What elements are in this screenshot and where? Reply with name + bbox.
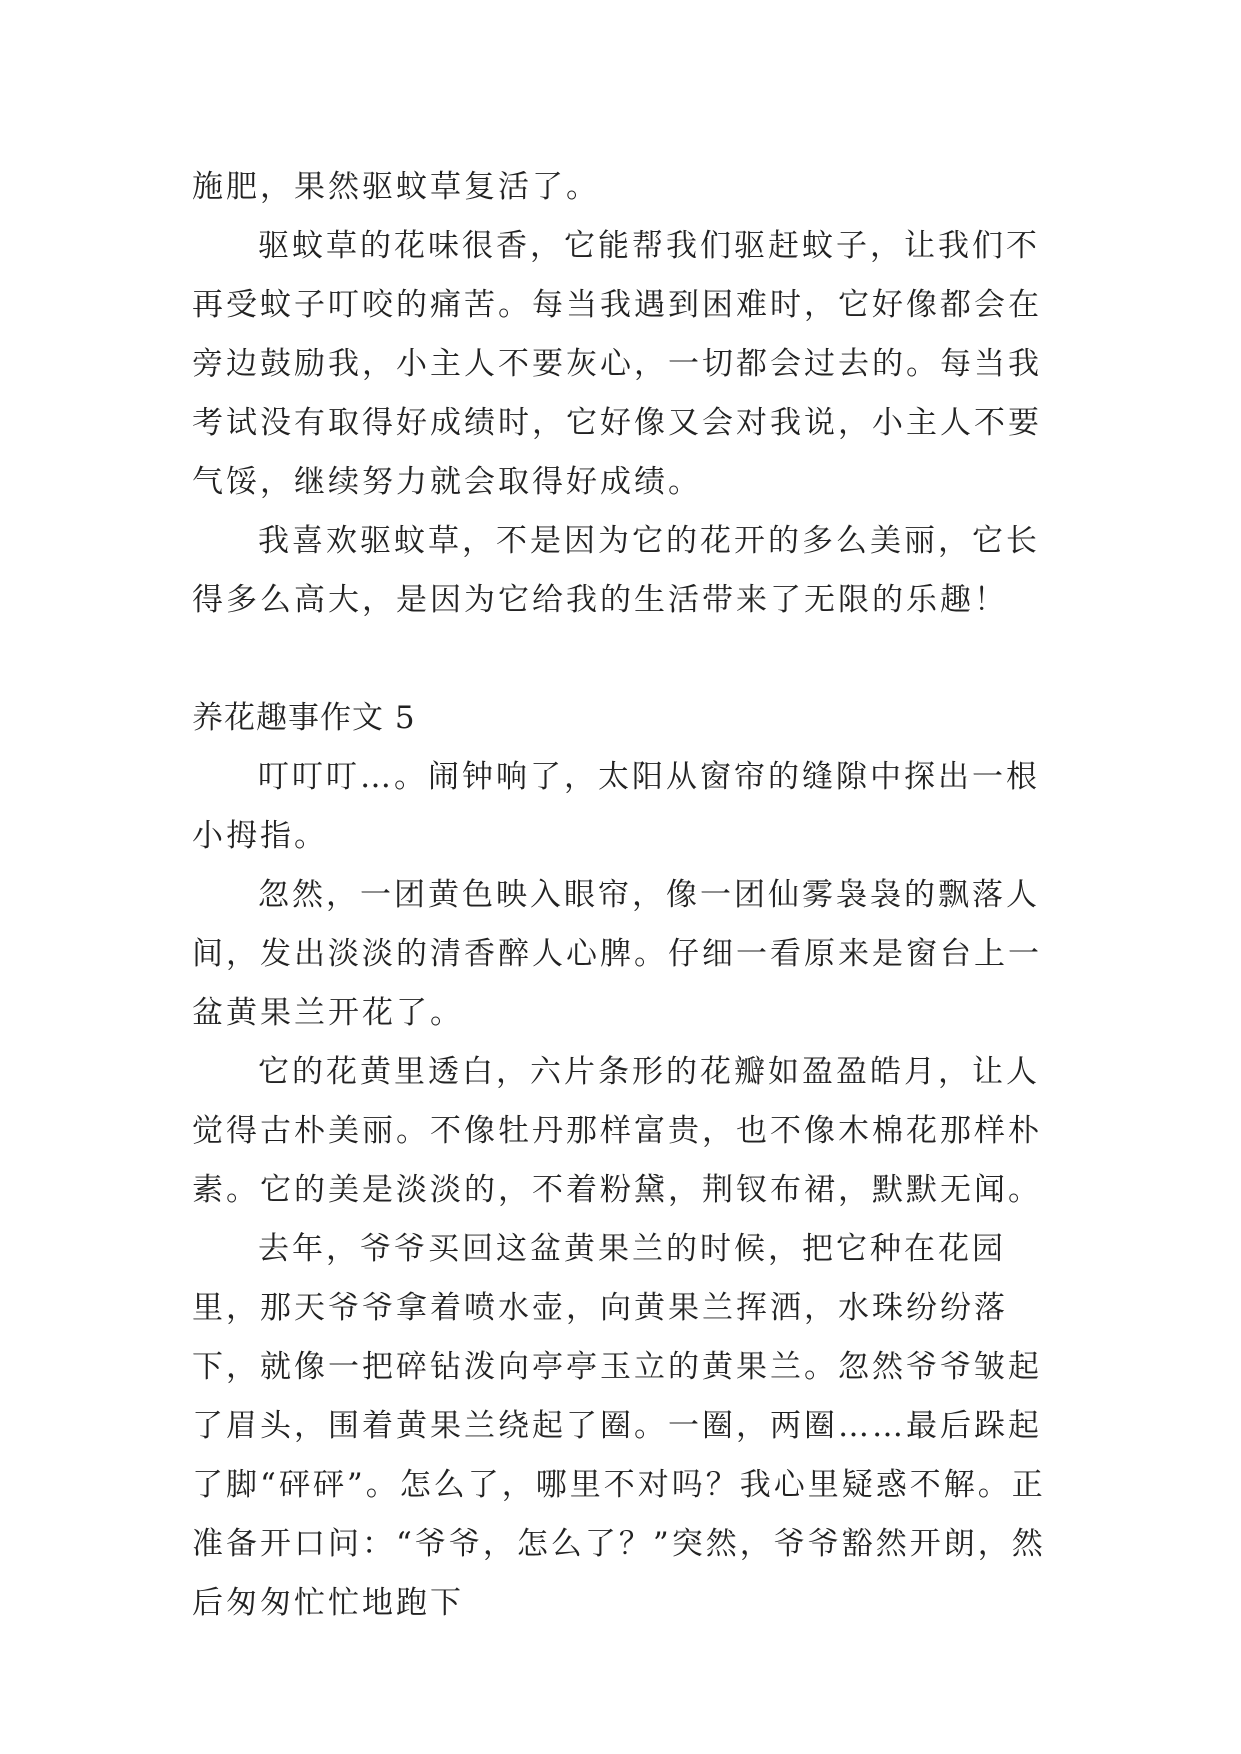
essay-title: 养花趣事作文 5 (192, 700, 416, 736)
document-body (192, 158, 1072, 1633)
paragraph: 驱蚊草的花味很香，它能帮我们驱赶蚊子，让我们不再受蚊子叮咬的痛苦。每当我遇到困难时，它好像都会在旁边鼓励我，小主人不要灰心，一切都会过去的。每当我考试没有取得好成绩时，它好像又会对我说，小主人不要气馁，继续努力就会取得好成绩。 (192, 228, 1042, 500)
paragraph: 忽然，一团黄色映入眼帘，像一团仙雾袅袅的飘落人间，发出淡淡的清香醉人心脾。仔细一看原来是窗台上一盆黄果兰开花了。 (192, 877, 1042, 1031)
paragraph: 它的花黄里透白，六片条形的花瓣如盈盈皓月，让人觉得古朴美丽。不像牡丹那样富贵，也不像木棉花那样朴素。它的美是淡淡的，不着粉黛，荆钗布裙，默默无闻。 (192, 1054, 1042, 1208)
paragraph: 去年，爷爷买回这盆黄果兰的时候，把它种在花园里，那天爷爷拿着喷水壶，向黄果兰挥洒，水珠纷纷落下，就像一把碎钻泼向亭亭玉立的黄果兰。忽然爷爷皱起了眉头，围着黄果兰绕起了圈。一圈，两圈……最后跺起了脚“砰砰”。怎么了，哪里不对吗？我心里疑惑不解。正准备开口问：“爷爷，怎么了？”突然，爷爷豁然开朗，然后匆匆忙忙地跑下 (192, 1231, 1046, 1621)
paragraph-continuation: 施肥，果然驱蚊草复活了。 (192, 169, 600, 205)
section-gap (192, 630, 1072, 689)
paragraph: 我喜欢驱蚊草，不是因为它的花开的多么美丽，它长得多么高大，是因为它给我的生活带来了无限的乐趣！ (192, 523, 1040, 618)
paragraph: 叮叮叮…。闹钟响了，太阳从窗帘的缝隙中探出一根小拇指。 (192, 759, 1040, 854)
